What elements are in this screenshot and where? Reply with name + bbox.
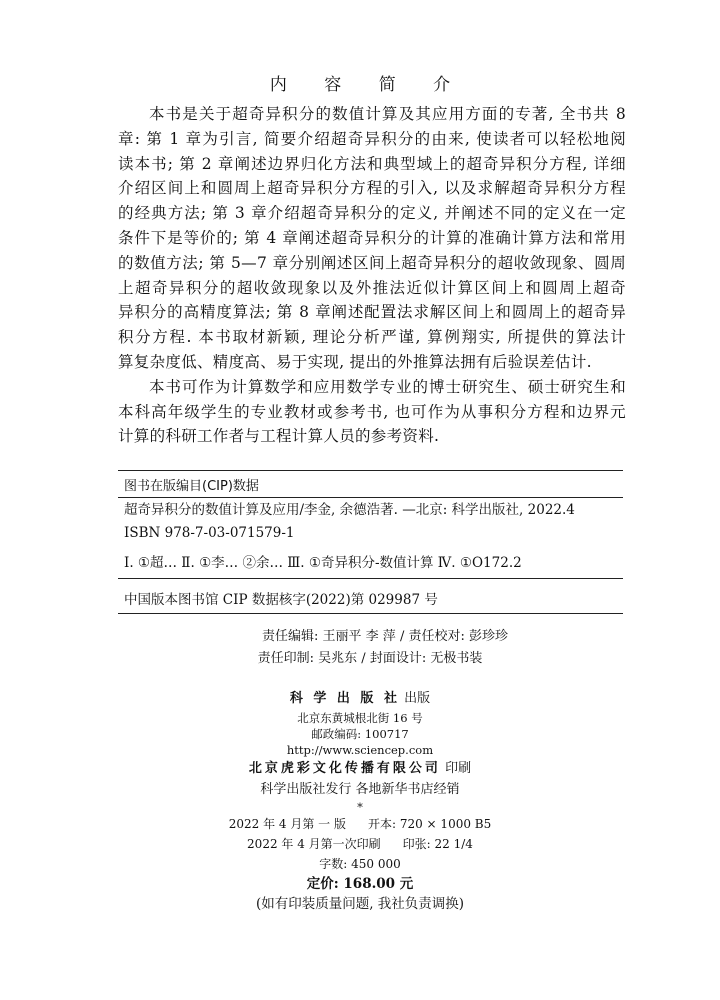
publisher-address: 北京东黄城根北街 16 号 [297,711,423,725]
printing-line [0,834,720,854]
printer-line [0,758,720,780]
summary-line: 章: 第 1 章为引言, 简要介绍超奇异积分的由来, 使读者可以轻松地阅 [118,129,626,148]
summary-line: 本书是关于超奇异积分的数值计算及其应用方面的专著, 全书共 8 [149,105,626,123]
postcode: 邮政编码: 100717 [311,727,409,741]
credits-block [0,626,720,670]
summary-line: 上超奇异积分的超收敛现象以及外推法近似计算区间上和圆周上超奇 [118,278,626,297]
word-count: 字数: 450 000 [319,857,401,871]
divider [118,613,623,614]
summary-text [118,102,626,449]
summary-line: 的数值方法; 第 5—7 章分别阐述区间上超奇异积分的超收敛现象、圆周 [118,253,626,272]
printer-suffix: 印刷 [445,761,472,776]
distribution: 科学出版社发行 各地新华书店经销 [260,782,460,797]
summary-line: 读本书; 第 2 章阐述边界归化方法和典型域上的超奇异积分方程, 详细 [118,154,626,173]
summary-line: 本科高年级学生的专业教材或参考书, 也可作为从事积分方程和边界元 [118,402,626,421]
sheets: 印张: 22 1/4 [402,837,473,851]
publisher-suffix: 出版 [404,691,431,706]
summary-line: 异积分的高精度算法; 第 8 章阐述配置法求解区间上和圆周上的超奇异 [118,303,626,322]
publisher-url: http://www.sciencep.com [286,743,434,757]
summary-line: 介绍区间上和圆周上超奇异积分方程的引入, 以及求解超奇异积分方程 [118,179,626,198]
publisher-line [0,688,720,710]
quality-note: (如有印装质量问题, 我社负责调换) [255,896,465,912]
summary-line: 的经典方法; 第 3 章介绍超奇异积分的定义, 并阐述不同的定义在一定 [118,204,626,223]
cip-isbn: ISBN 978-7-03-071579-1 [124,525,295,541]
edition-line [0,814,720,834]
edition: 2022 年 4 月第 一 版 [228,817,346,831]
printing: 2022 年 4 月第一次印刷 [247,837,381,851]
printer-name: 北京虎彩文化传播有限公司 [248,761,441,776]
cip-title-line: 超奇异积分的数值计算及应用/李金, 余德浩著. —北京: 科学出版社, 2022.4 [124,502,575,518]
book-format: 开本: 720 × 1000 B5 [367,817,492,831]
imprint-block [0,688,720,914]
cip-data-block [118,470,623,614]
separator-star: * [357,800,363,814]
summary-line: 积分方程. 本书取材新颖, 理论分析严谨, 算例翔实, 所提供的算法计 [118,328,626,347]
cip-number: 中国版本图书馆 CIP 数据核字(2022)第 029987 号 [124,592,438,608]
publisher-name: 科 学 出 版 社 [289,691,400,706]
summary-line: 算复杂度低、精度高、易于实现, 提出的外推算法拥有后验误差估计. [118,352,592,371]
cip-heading: 图书在版编目(CIP)数据 [124,479,259,494]
summary-line: 计算的科研工作者与工程计算人员的参考资料. [118,427,440,446]
editor-credit: 责任编辑: 王丽平 李 萍 / 责任校对: 彭珍珍 [262,629,508,644]
production-credit: 责任印制: 吴兆东 / 封面设计: 无极书装 [257,651,483,666]
cip-classification: Ⅰ. ①超… Ⅱ. ①李… ②余… Ⅲ. ①奇异积分-数值计算 Ⅳ. ①O172.2 [124,555,522,571]
page-title: 内 容 简 介 [269,75,467,95]
price: 定价: 168.00 元 [306,876,414,892]
summary-line: 条件下是等价的; 第 4 章阐述超奇异积分的计算的准确计算方法和常用 [118,228,626,247]
summary-line: 本书可作为计算数学和应用数学专业的博士研究生、硕士研究生和 [149,377,626,396]
